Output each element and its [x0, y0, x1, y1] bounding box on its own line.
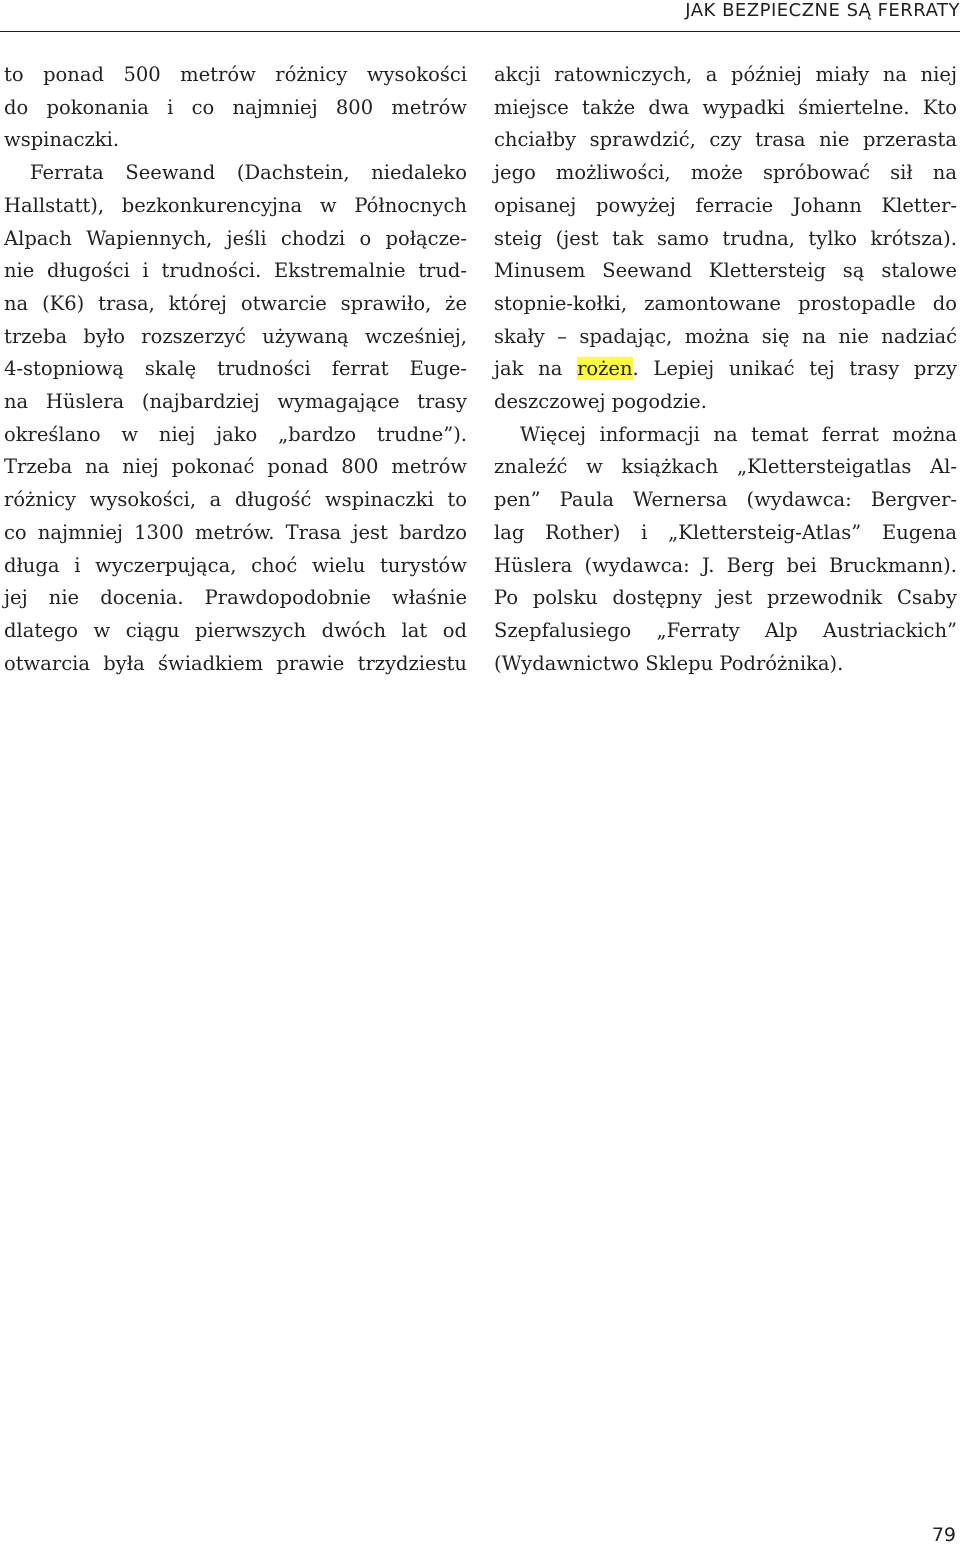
text-line: (Wydawnictwo Sklepu Podróżnika).	[494, 651, 844, 675]
left-paragraph-2	[4, 157, 467, 680]
text-line: otwarcia była świadkiem prawie trzydziestu	[4, 651, 467, 675]
right-paragraph-2	[494, 419, 957, 681]
text-line-highlighted	[494, 353, 957, 386]
text-line: na Hüslera (najbardziej wymagające trasy	[4, 390, 467, 414]
text-line: dlatego w ciągu pierwszych dwóch lat od	[4, 618, 467, 642]
text-line: jego możliwości, może spróbować sił na	[494, 161, 957, 185]
text-line: Szepfalusiego „Ferraty Alp Austriackich”	[494, 618, 957, 642]
text-line: pen” Paula Wernersa (wydawca: Bergver-	[494, 488, 957, 512]
text-line: na (K6) trasa, której otwarcie sprawiło, że	[4, 291, 467, 315]
text-line: znaleźć w książkach „Klettersteigatlas Al-	[494, 455, 957, 479]
text-line: deszczowej pogodzie.	[494, 390, 707, 414]
right-paragraph-1	[494, 59, 957, 419]
text-line: Minusem Seewand Klettersteig są stalowe	[494, 259, 957, 283]
text-line: różnicy wysokości, a długość wspinaczki to	[4, 488, 467, 512]
text-line: lag Rother) i „Klettersteig-Atlas” Eugena	[494, 520, 957, 544]
text-line: trzeba było rozszerzyć używaną wcześniej,	[4, 324, 467, 348]
left-paragraph-1	[4, 59, 467, 157]
text-line: akcji ratowniczych, a później miały na niej	[494, 63, 957, 86]
text-line: steig (jest tak samo trudna, tylko krótsza).	[494, 226, 957, 250]
text-line: Więcej informacji na temat ferrat można	[520, 422, 957, 446]
text-line: jej nie docenia. Prawdopodobnie właśnie	[4, 586, 467, 610]
text-line: Hüslera (wydawca: J. Berg bei Bruckmann).	[494, 553, 957, 577]
text-line: 4-stopniową skalę trudności ferrat Euge-	[4, 357, 467, 381]
highlighted-word: rożen	[577, 357, 633, 381]
text-line: miejsce także dwa wypadki śmiertelne. Kto	[494, 95, 957, 119]
text-line: chciałby sprawdzić, czy trasa nie przerasta	[494, 128, 957, 152]
text-line: co najmniej 1300 metrów. Trasa jest bardzo	[4, 520, 467, 544]
text-line: skały – spadając, można się na nie nadziać	[494, 324, 957, 348]
right-column	[494, 59, 957, 680]
text-line: do pokonania i co najmniej 800 metrów	[4, 95, 467, 119]
header-rule	[0, 31, 960, 32]
text-line: Ferrata Seewand (Dachstein, niedaleko	[30, 161, 467, 185]
text-line: Hallstatt), bezkonkurencyjna w Północnych	[4, 193, 467, 217]
text-line: Alpach Wapiennych, jeśli chodzi o połącze-	[4, 226, 467, 250]
page-number: 79	[931, 1524, 956, 1546]
running-header: JAK BEZPIECZNE SĄ FERRATY	[685, 0, 960, 21]
text-fragment: . Lepiej unikać tej trasy przy	[632, 357, 957, 381]
text-line: opisanej powyżej ferracie Johann Kletter-	[494, 193, 957, 217]
text-line: nie długości i trudności. Ekstremalnie trud-	[4, 259, 467, 283]
text-line: wspinaczki.	[4, 128, 120, 152]
text-line: określano w niej jako „bardzo trudne”).	[4, 422, 467, 446]
text-line: stopnie-kołki, zamontowane prostopadle do	[494, 291, 957, 315]
text-line: długa i wyczerpująca, choć wielu turystów	[4, 553, 467, 577]
text-line: Po polsku dostępny jest przewodnik Csaby	[494, 586, 957, 610]
left-column	[4, 59, 467, 680]
text-fragment: jak na	[494, 357, 578, 381]
text-line: Trzeba na niej pokonać ponad 800 metrów	[4, 455, 467, 479]
text-line: to ponad 500 metrów różnicy wysokości	[4, 63, 467, 86]
